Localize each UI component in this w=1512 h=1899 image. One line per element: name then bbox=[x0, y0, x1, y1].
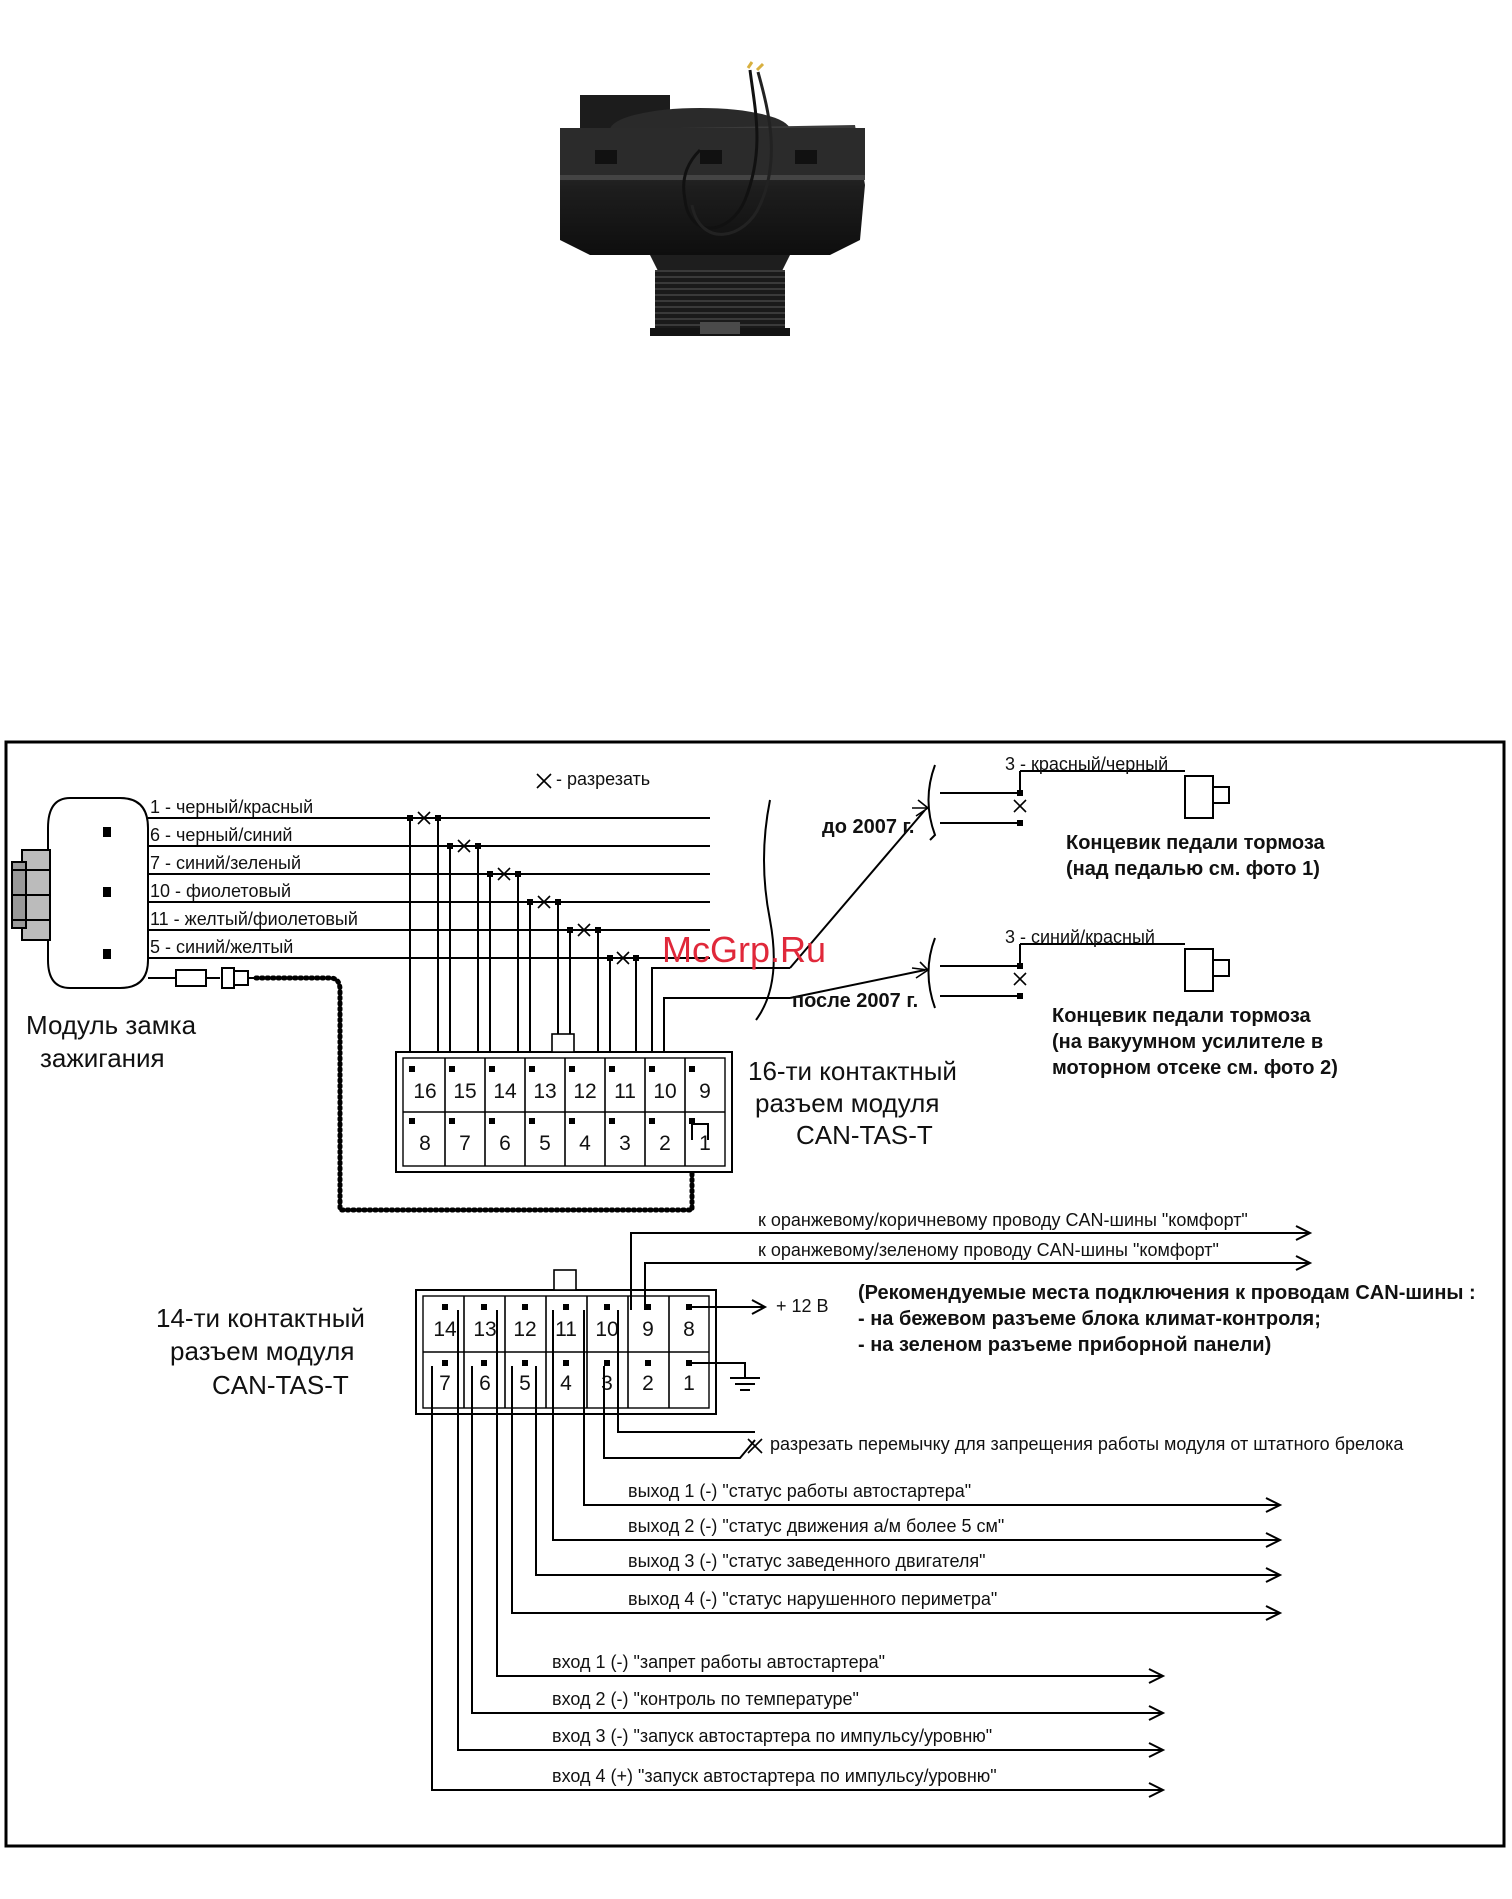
connector16-pin: 7 bbox=[459, 1132, 471, 1155]
connector14-pin: 5 bbox=[519, 1372, 531, 1395]
brake-wiring bbox=[756, 765, 1229, 1020]
brake-wire-top-label: 3 - красный/черный bbox=[1005, 754, 1169, 774]
junction-dots bbox=[407, 815, 639, 961]
connector16-pin: 11 bbox=[614, 1080, 636, 1103]
input-label: вход 2 (-) "контроль по температуре" bbox=[552, 1689, 859, 1709]
can-wire1-label: к оранжевому/коричневому проводу CAN-шины "комфорт" bbox=[758, 1210, 1248, 1230]
connector16-pin: 5 bbox=[539, 1132, 551, 1155]
brake-wire-bottom-label: 3 - синий/красный bbox=[1005, 927, 1155, 947]
connector14-model: CAN-TAS-T bbox=[212, 1370, 349, 1400]
ignition-wire-labels bbox=[150, 797, 358, 957]
connector16-pin: 1 bbox=[699, 1132, 711, 1155]
brake-before-label: до 2007 г. bbox=[822, 816, 915, 838]
ignition-module-title: Модуль замка bbox=[26, 1010, 197, 1040]
ignition-wire-label: 11 - желтый/фиолетовый bbox=[150, 909, 358, 929]
can-note-line: - на зеленом разъеме приборной панели) bbox=[858, 1334, 1272, 1356]
output-label: выход 4 (-) "статус нарушенного периметра" bbox=[628, 1589, 998, 1609]
legend-cut-label: - разрезать bbox=[556, 769, 651, 789]
connector14-pin: 6 bbox=[479, 1372, 491, 1395]
connector16-pin: 8 bbox=[419, 1132, 431, 1155]
brake-switch-bottom-note: (на вакуумном усилителе в bbox=[1052, 1031, 1324, 1053]
connector16-pin: 3 bbox=[619, 1132, 631, 1155]
ignition-wire-label: 10 - фиолетовый bbox=[150, 881, 292, 901]
connector14-pin: 9 bbox=[642, 1318, 654, 1341]
cut-mark-icon bbox=[537, 774, 551, 788]
output-label: выход 2 (-) "статус движения а/м более 5 см" bbox=[628, 1516, 1005, 1536]
connector16-title: 16-ти контактный bbox=[748, 1056, 957, 1086]
brake-switch-bottom-note: моторном отсеке см. фото 2) bbox=[1052, 1057, 1338, 1079]
connector14-pin: 11 bbox=[555, 1318, 577, 1341]
brake-after-label: после 2007 г. bbox=[792, 990, 919, 1012]
connector16 bbox=[396, 1034, 732, 1172]
brake-switch-top-note: (над педалью см. фото 1) bbox=[1066, 858, 1320, 880]
ignition-module bbox=[12, 798, 148, 988]
can-wire2-label: к оранжевому/зеленому проводу CAN-шины "комфорт" bbox=[758, 1240, 1219, 1260]
connector16-pin: 9 bbox=[699, 1080, 711, 1103]
connector16-subtitle: разъем модуля bbox=[755, 1088, 940, 1118]
connector14 bbox=[416, 1270, 716, 1414]
watermark: McGrp.Ru bbox=[662, 929, 827, 970]
connector14-pin: 3 bbox=[601, 1372, 613, 1395]
connector14-pin: 8 bbox=[683, 1318, 695, 1341]
connector14-pin: 1 bbox=[683, 1372, 695, 1395]
connector14-pin: 13 bbox=[473, 1318, 497, 1341]
device-photo bbox=[560, 62, 865, 336]
connector14-pin: 14 bbox=[433, 1318, 457, 1341]
connector16-pin: 2 bbox=[659, 1132, 671, 1155]
ignition-wire-label: 1 - черный/красный bbox=[150, 797, 314, 817]
ignition-module-subtitle: зажигания bbox=[40, 1043, 165, 1073]
output-label: выход 1 (-) "статус работы автостартера" bbox=[628, 1481, 972, 1501]
legend bbox=[537, 769, 650, 789]
ignition-wire-label: 7 - синий/зеленый bbox=[150, 853, 302, 873]
connector16-pin: 12 bbox=[573, 1080, 597, 1103]
input-label: вход 4 (+) "запуск автостартера по импульсу/уровню" bbox=[552, 1766, 997, 1786]
can-note-title: (Рекомендуемые места подключения к проводам CAN-шины : bbox=[858, 1282, 1476, 1304]
brake-switch-bottom-title: Концевик педали тормоза bbox=[1052, 1005, 1311, 1027]
brake-switch-top-title: Концевик педали тормоза bbox=[1066, 832, 1325, 854]
input-label: вход 1 (-) "запрет работы автостартера" bbox=[552, 1652, 886, 1672]
power-label: + 12 В bbox=[776, 1296, 829, 1316]
connector16-pin: 13 bbox=[533, 1080, 557, 1103]
connector14-pin: 4 bbox=[560, 1372, 572, 1395]
connector16-model: CAN-TAS-T bbox=[796, 1120, 933, 1150]
connector14-pin: 2 bbox=[642, 1372, 654, 1395]
connector16-pin: 6 bbox=[499, 1132, 511, 1155]
connector14-subtitle: разъем модуля bbox=[170, 1336, 355, 1366]
connector16-pin: 15 bbox=[453, 1080, 477, 1103]
brake-junction-dots bbox=[1017, 790, 1023, 999]
input-label: вход 3 (-) "запуск автостартера по импульсу/уровню" bbox=[552, 1726, 993, 1746]
connector16-pin: 10 bbox=[653, 1080, 677, 1103]
connector14-pin: 12 bbox=[513, 1318, 537, 1341]
ignition-wire-label: 5 - синий/желтый bbox=[150, 937, 294, 957]
connector16-pin: 16 bbox=[413, 1080, 437, 1103]
connector16-pin: 14 bbox=[493, 1080, 517, 1103]
output-label: выход 3 (-) "статус заведенного двигателя" bbox=[628, 1551, 986, 1571]
jumper-note: разрезать перемычку для запрещения работы модуля от штатного брелока bbox=[770, 1434, 1404, 1454]
connector14-title: 14-ти контактный bbox=[156, 1303, 365, 1333]
ignition-wire-label: 6 - черный/синий bbox=[150, 825, 293, 845]
connector14-pin: 10 bbox=[595, 1318, 619, 1341]
connector14-pin: 7 bbox=[439, 1372, 451, 1395]
can-note-line: - на бежевом разъеме блока климат-контроля; bbox=[858, 1308, 1321, 1330]
connector16-pin: 4 bbox=[579, 1132, 591, 1155]
